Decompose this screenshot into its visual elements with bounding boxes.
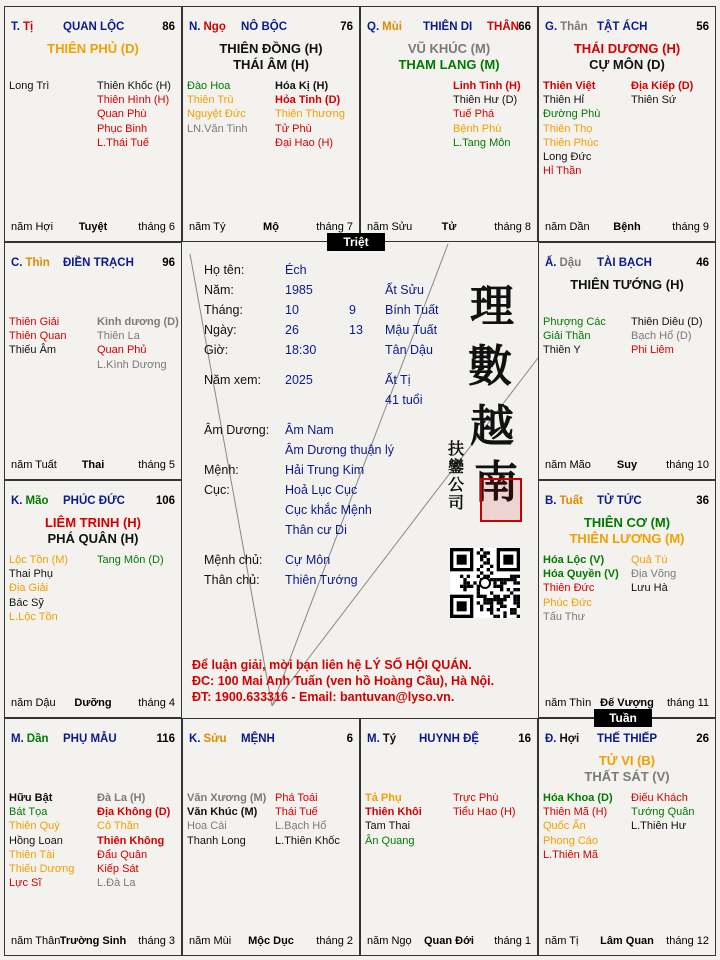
- minor-star: Địa Kiếp (D): [631, 80, 694, 92]
- minor-stars-right: [453, 79, 521, 150]
- palace-month: tháng 9: [672, 221, 709, 233]
- logo-char-3: 越: [470, 401, 514, 452]
- decade-number: 16: [518, 733, 531, 745]
- minor-star: Thiên Sứ: [631, 94, 677, 107]
- palace-stem-branch: [11, 733, 49, 745]
- hour-canchi: Tân Dậu: [385, 343, 433, 357]
- palace-year: năm Tý: [189, 221, 226, 233]
- earthly-branch: Tuất: [559, 495, 583, 507]
- minor-star: Quan Phù: [97, 108, 147, 121]
- earthly-branch: Thìn: [25, 257, 50, 269]
- age-value: 41 tuổi: [385, 393, 423, 407]
- contact-line-2: ĐC: 100 Mai Anh Tuấn (ven hồ Hoàng Cầu), Hà Nội.: [192, 674, 495, 688]
- minor-star: L.Tang Môn: [453, 136, 511, 149]
- minor-star: Địa Võng: [631, 568, 677, 581]
- palace-month: tháng 2: [316, 935, 353, 947]
- minor-stars-left: [543, 553, 619, 624]
- minor-star: Văn Khúc (M): [187, 806, 258, 819]
- minor-star: Hóa Quyền (V): [543, 568, 619, 581]
- minor-star: Bạch Hổ (D): [631, 330, 692, 343]
- minor-star: Địa Giải: [9, 582, 49, 595]
- minor-star: Giải Thần: [543, 330, 591, 343]
- year-lunar: Ất Sửu: [385, 283, 424, 297]
- minor-star: Thái Tuế: [275, 806, 318, 819]
- heavenly-stem: M.: [367, 733, 380, 745]
- minor-stars-right: [453, 791, 516, 819]
- palace-month: tháng 7: [316, 221, 353, 233]
- minor-star: Tiểu Hao (H): [453, 806, 516, 819]
- decade-number: 116: [156, 733, 175, 745]
- minor-star: Bệnh Phù: [453, 122, 502, 135]
- life-stage: Trường Sinh: [59, 935, 127, 947]
- year-solar: 1985: [285, 283, 313, 297]
- heavenly-stem: Đ.: [545, 733, 557, 745]
- minor-star: Đào Hoa: [187, 80, 231, 92]
- month-label: Tháng:: [204, 303, 243, 317]
- palace-name: PHỤ MẪU: [63, 733, 117, 745]
- palace-name: ĐIỀN TRẠCH: [63, 257, 134, 269]
- palace-year: năm Dậu: [11, 697, 56, 709]
- palace-footer: [367, 221, 531, 235]
- life-stage: Lâm Quan: [600, 935, 654, 947]
- minor-star: Hỉ Thần: [543, 165, 582, 178]
- palace-year: năm Mão: [545, 459, 591, 471]
- minor-star: Thiên Hỉ: [543, 94, 584, 107]
- heavenly-stem: G.: [545, 21, 558, 33]
- palace-month: tháng 12: [666, 935, 709, 947]
- minor-stars-left: [9, 315, 66, 358]
- palace-cell-ty: [360, 718, 538, 956]
- day-canchi: Mậu Tuất: [385, 323, 438, 337]
- view-year-value: 2025: [285, 373, 313, 387]
- decade-number: 76: [340, 21, 353, 33]
- palace-cell-ti: [4, 6, 182, 242]
- palace-stem-branch: [545, 733, 579, 745]
- minor-star: Thanh Long: [187, 834, 246, 847]
- minor-star: L.Thiên Hư: [631, 820, 687, 833]
- minor-star: Thiên Không: [97, 834, 165, 847]
- day-solar: 26: [285, 323, 299, 337]
- palace-month: tháng 11: [666, 697, 709, 709]
- palace-name: TẬT ÁCH: [597, 21, 648, 33]
- minor-star: Thiên Khốc (H): [97, 80, 171, 92]
- palace-year: năm Mùi: [189, 935, 232, 947]
- tuan-marker: Tuần: [594, 709, 652, 727]
- minor-star: Đẩu Quân: [97, 848, 148, 861]
- minor-stars-left: [9, 791, 74, 890]
- life-stage: Mộ: [263, 221, 279, 233]
- palace-footer: [545, 221, 709, 235]
- life-stage: Tuyệt: [78, 221, 108, 233]
- minor-star: Phong Cáo: [543, 834, 599, 847]
- palace-footer: [545, 459, 709, 473]
- minor-star: Thiên Trù: [187, 94, 234, 107]
- heavenly-stem: K.: [189, 733, 201, 745]
- main-star: THÁI DƯƠNG (H): [573, 41, 681, 56]
- menh-value: Hải Trung Kim: [285, 463, 365, 477]
- minor-star: Ân Quang: [365, 834, 415, 847]
- minor-star: Thiên Hư (D): [453, 94, 518, 107]
- cuc-value: Hoả Lục Cục: [285, 483, 358, 497]
- palace-name: THIÊN DI: [423, 21, 473, 33]
- palace-year: năm Tuất: [11, 459, 57, 471]
- minor-star: Thiếu Dương: [9, 863, 75, 876]
- minor-star: Phá Toái: [275, 792, 318, 804]
- main-star: LIÊM TRINH (H): [44, 515, 142, 530]
- decade-number: 6: [346, 733, 353, 745]
- minor-star: Lực Sĩ: [9, 877, 42, 890]
- palace-year: năm Thìn: [545, 697, 592, 709]
- minor-star: Hữu Bật: [9, 792, 53, 804]
- minor-star: L.Bạch Hổ: [275, 820, 327, 833]
- heavenly-stem: K.: [11, 495, 23, 507]
- palace-year: năm Thân: [11, 935, 61, 947]
- minor-star: Linh Tinh (H): [453, 80, 521, 92]
- minor-star: Hỏa Tinh (D): [275, 94, 341, 107]
- palace-stem-branch: [11, 21, 33, 33]
- palace-footer: [545, 935, 709, 949]
- minor-star: Phục Binh: [97, 122, 148, 135]
- palace-footer: [11, 221, 175, 235]
- life-stage: Mộc Dục: [248, 935, 294, 947]
- minor-star: Điếu Khách: [631, 792, 688, 804]
- minor-star: Thiên Quý: [9, 820, 60, 833]
- minor-star: Kình dương (D): [97, 316, 179, 328]
- palace-cell-ngo: [182, 6, 360, 242]
- minor-star: Thiên Diêu (D): [631, 316, 703, 328]
- palace-name: TÀI BẠCH: [597, 257, 652, 269]
- earthly-branch: Dậu: [559, 257, 582, 269]
- palace-month: tháng 6: [138, 221, 175, 233]
- palace-stem-branch: [11, 257, 50, 269]
- minor-star: Thiên Quan: [9, 330, 67, 343]
- palace-footer: [11, 697, 175, 711]
- minor-star: Phượng Các: [543, 316, 606, 328]
- palace-footer: [367, 935, 531, 949]
- palace-footer: [11, 459, 175, 473]
- minor-stars-left: [365, 791, 422, 848]
- minor-star: Hóa Khoa (D): [543, 792, 613, 804]
- minor-stars-right: [631, 791, 695, 834]
- logo-char-1: 理: [470, 281, 514, 332]
- minor-stars-left: [543, 791, 613, 862]
- month-solar: 10: [285, 303, 299, 317]
- amduong-value: Âm Nam: [285, 423, 334, 437]
- palace-year: năm Dần: [545, 221, 590, 233]
- minor-star: Lộc Tồn (M): [9, 554, 69, 566]
- name-label: Họ tên:: [204, 263, 245, 277]
- decade-number: 36: [696, 495, 709, 507]
- minor-star: Tam Thai: [365, 820, 411, 833]
- minor-star: Hồng Loan: [9, 834, 63, 847]
- contact-line-3: ĐT: 1900.633316 - Email: bantuvan@lyso.vn.: [192, 690, 455, 704]
- minor-star: Hóa Kị (H): [275, 80, 329, 92]
- earthly-branch: Dần: [26, 733, 49, 745]
- palace-cell-mui: [360, 6, 538, 242]
- decade-number: 86: [162, 21, 175, 33]
- minor-star: L.Thái Tuế: [97, 136, 149, 149]
- minor-star: Thiên Hình (H): [97, 94, 170, 107]
- palace-cell-hoi: [538, 718, 716, 956]
- heavenly-stem: N.: [189, 21, 201, 33]
- palace-name: MỆNH: [241, 733, 275, 745]
- contact-line-1: Để luận giải, mời bạn liên hệ LÝ SỐ HỘI QUÁN.: [192, 658, 472, 672]
- minor-stars-right: [275, 791, 340, 848]
- minor-star: Tang Môn (D): [97, 554, 164, 566]
- minor-star: Thiên Việt: [543, 80, 596, 92]
- life-stage: Thai: [81, 459, 105, 471]
- minor-star: Phúc Đức: [543, 596, 592, 609]
- palace-month: tháng 3: [138, 935, 175, 947]
- palace-month: tháng 8: [494, 221, 531, 233]
- thanchu-value: Thiên Tướng: [285, 573, 358, 587]
- palace-stem-branch: [367, 733, 396, 745]
- minor-star: Thiên Đức: [543, 582, 595, 595]
- minor-stars-left: [9, 79, 49, 93]
- palace-cell-dau: [538, 242, 716, 480]
- minor-star: Đường Phù: [543, 108, 601, 121]
- heavenly-stem: M.: [11, 733, 24, 745]
- earthly-branch: Mão: [25, 495, 49, 507]
- minor-star: Thiên Khôi: [365, 806, 422, 819]
- palace-month: tháng 10: [666, 459, 709, 471]
- menh-label: Mệnh:: [204, 463, 239, 477]
- minor-stars-left: [543, 79, 600, 178]
- earthly-branch: Ngọ: [203, 21, 226, 33]
- earthly-branch: Sửu: [203, 733, 227, 745]
- palace-name: PHÚC ĐỨC: [63, 495, 125, 507]
- minor-star: Cô Thần: [97, 820, 139, 833]
- palace-cell-dan: [4, 718, 182, 956]
- earthly-branch: Thân: [560, 21, 588, 33]
- main-star: VŨ KHÚC (M): [407, 41, 491, 56]
- palace-year: năm Ngọ: [367, 935, 412, 947]
- minor-star: Đà La (H): [97, 792, 146, 804]
- palace-footer: [11, 935, 175, 949]
- minor-star: Lưu Hà: [631, 582, 668, 595]
- minor-star: Thai Phụ: [9, 568, 54, 581]
- minor-star: Thiên Thọ: [543, 122, 593, 135]
- decade-number: 96: [162, 257, 175, 269]
- palace-name: THẾ THIẾP: [597, 733, 658, 745]
- minor-star: Thiên La: [97, 330, 140, 343]
- than-cu-note: Thân cư Di: [285, 523, 347, 537]
- minor-stars-left: [9, 553, 68, 624]
- minor-star: L.Thiên Khốc: [275, 834, 340, 847]
- palace-footer: [189, 935, 353, 949]
- minor-star: Phi Liêm: [631, 344, 674, 357]
- palace-name: NÔ BỘC: [241, 21, 287, 33]
- minor-star: Bác Sỹ: [9, 596, 44, 609]
- minor-stars-right: [97, 553, 164, 567]
- heavenly-stem: Q.: [367, 21, 380, 33]
- palace-year: năm Tị: [545, 935, 579, 947]
- qr-code-icon: [450, 548, 520, 618]
- minor-star: Nguyệt Đức: [187, 108, 246, 121]
- heavenly-stem: T.: [11, 21, 20, 33]
- minor-star: Quả Tú: [631, 554, 668, 566]
- minor-stars-left: [543, 315, 606, 358]
- minor-star: Bát Tọa: [9, 806, 48, 819]
- main-star: THIÊN CƠ (M): [583, 515, 671, 530]
- decade-number: 66: [518, 21, 531, 33]
- name-value: Éch: [285, 263, 307, 277]
- logo-char-4: 南: [474, 457, 518, 508]
- palace-name: TỬ TỨC: [597, 495, 642, 507]
- minor-star: Đại Hao (H): [275, 136, 334, 149]
- main-star: PHÁ QUÂN (H): [47, 531, 139, 546]
- main-star: THIÊN LƯƠNG (M): [569, 531, 685, 546]
- heavenly-stem: Ấ.: [545, 257, 557, 269]
- minor-star: Thiên Thương: [275, 108, 346, 121]
- life-stage: Quan Đới: [424, 935, 474, 947]
- main-star: THAM LANG (M): [398, 57, 500, 72]
- minor-star: Quan Phủ: [97, 344, 147, 357]
- main-star: THIÊN ĐỒNG (H): [219, 41, 323, 56]
- life-stage: Bệnh: [613, 221, 641, 233]
- amduong-label: Âm Dương:: [204, 423, 270, 437]
- palace-cell-than: [538, 6, 716, 242]
- minor-stars-right: [631, 553, 676, 596]
- main-star: TỬ VI (B): [598, 753, 656, 768]
- minor-stars-right: [275, 79, 345, 150]
- palace-stem-branch: [545, 21, 588, 33]
- palace-name: HUYNH ĐỆ: [419, 733, 480, 745]
- main-star: THIÊN TƯỚNG (H): [570, 277, 684, 292]
- amduong-note: Âm Dương thuận lý: [285, 443, 394, 457]
- minor-stars-right: [97, 79, 171, 150]
- decade-number: 26: [696, 733, 709, 745]
- menhchu-value: Cự Môn: [285, 553, 331, 567]
- main-star: THÁI ÂM (H): [233, 57, 309, 72]
- palace-stem-branch: [545, 495, 583, 507]
- main-star: THẤT SÁT (V): [584, 769, 670, 784]
- minor-star: L.Đà La: [97, 877, 136, 890]
- earthly-branch: Hợi: [559, 733, 580, 745]
- minor-star: L.Thiên Mã: [543, 848, 599, 861]
- palace-month: tháng 4: [138, 697, 175, 709]
- palace-month: tháng 1: [494, 935, 531, 947]
- minor-star: L.Lộc Tồn: [9, 610, 58, 623]
- palace-stem-branch: [11, 495, 49, 507]
- palace-stem-branch: [545, 257, 581, 269]
- decade-number: 46: [696, 257, 709, 269]
- minor-star: Thiên Phúc: [543, 136, 599, 149]
- minor-stars-right: [631, 79, 693, 107]
- view-year-label: Năm xem:: [204, 373, 261, 387]
- life-stage: Đế Vượng: [600, 697, 654, 709]
- minor-star: Hoa Cái: [187, 820, 227, 833]
- than-palace-marker: THÂN: [487, 21, 519, 33]
- minor-star: Hóa Lộc (V): [543, 554, 605, 566]
- main-star: CỰ MÔN (D): [589, 57, 665, 72]
- minor-star: Thiếu Âm: [9, 344, 57, 357]
- life-stage: Tử: [441, 221, 457, 233]
- minor-stars-right: [631, 315, 703, 358]
- minor-stars-left: [187, 79, 248, 136]
- minor-star: Tả Phụ: [365, 792, 402, 804]
- minor-star: L.Kình Dương: [97, 358, 167, 371]
- earthly-branch: Tị: [22, 21, 34, 33]
- thanchu-label: Thân chủ:: [204, 573, 260, 587]
- palace-year: năm Sửu: [367, 221, 413, 233]
- seal-stamp: [480, 478, 522, 522]
- palace-stem-branch: [189, 733, 227, 745]
- logo-char-2: 數: [468, 341, 512, 392]
- minor-star: Thiên Giải: [9, 316, 60, 328]
- minor-star: Văn Xương (M): [187, 792, 267, 804]
- month-canchi: Bính Tuất: [385, 303, 439, 317]
- palace-month: tháng 5: [138, 459, 175, 471]
- earthly-branch: Tý: [382, 733, 397, 745]
- heavenly-stem: C.: [11, 257, 23, 269]
- minor-star: Tướng Quân: [631, 806, 695, 819]
- palace-stem-branch: [367, 21, 402, 33]
- minor-star: LN.Văn Tinh: [187, 122, 248, 135]
- minor-star: Thiên Mã (H): [543, 806, 608, 819]
- decade-number: 56: [696, 21, 709, 33]
- life-stage: Suy: [616, 459, 638, 471]
- heavenly-stem: B.: [545, 495, 557, 507]
- palace-cell-tuat: [538, 480, 716, 718]
- minor-star: Tấu Thư: [543, 610, 586, 623]
- minor-star: Tuế Phá: [453, 108, 495, 121]
- minor-star: Kiếp Sát: [97, 863, 139, 876]
- main-star: THIÊN PHỦ (D): [47, 41, 139, 56]
- palace-stem-branch: [189, 21, 226, 33]
- minor-star: Long Đức: [543, 151, 592, 164]
- minor-star: Long Trì: [9, 80, 50, 92]
- minor-stars-right: [97, 791, 170, 890]
- palace-cell-mao: [4, 480, 182, 718]
- view-year-canchi: Ất Tị: [385, 373, 411, 387]
- minor-star: Trực Phù: [453, 792, 499, 804]
- month-lunar: 9: [349, 303, 356, 317]
- day-label: Ngày:: [204, 323, 237, 337]
- hour-value: 18:30: [285, 343, 317, 357]
- cuc-note: Cục khắc Mệnh: [285, 503, 372, 517]
- logo-side-text: 扶 鑾 公 司: [448, 439, 465, 512]
- menhchu-label: Mệnh chủ:: [204, 553, 263, 567]
- life-stage: Dưỡng: [74, 697, 112, 709]
- minor-star: Tử Phù: [275, 122, 312, 135]
- cuc-label: Cục:: [204, 483, 230, 497]
- decade-number: 106: [155, 495, 175, 507]
- minor-star: Quốc Ấn: [543, 820, 586, 833]
- palace-cell-thin: [4, 242, 182, 480]
- day-lunar: 13: [349, 323, 363, 337]
- minor-star: Thiên Y: [543, 344, 581, 357]
- palace-name: QUAN LỘC: [63, 21, 125, 33]
- earthly-branch: Mùi: [382, 21, 402, 33]
- hour-label: Giờ:: [204, 343, 229, 357]
- palace-cell-suu: [182, 718, 360, 956]
- minor-stars-right: [97, 315, 179, 372]
- minor-star: Địa Không (D): [97, 806, 171, 819]
- triet-marker: Triệt: [327, 233, 385, 251]
- palace-year: năm Hợi: [11, 221, 54, 233]
- year-label: Năm:: [204, 283, 234, 297]
- minor-stars-left: [187, 791, 266, 848]
- minor-star: Thiên Tài: [9, 848, 55, 861]
